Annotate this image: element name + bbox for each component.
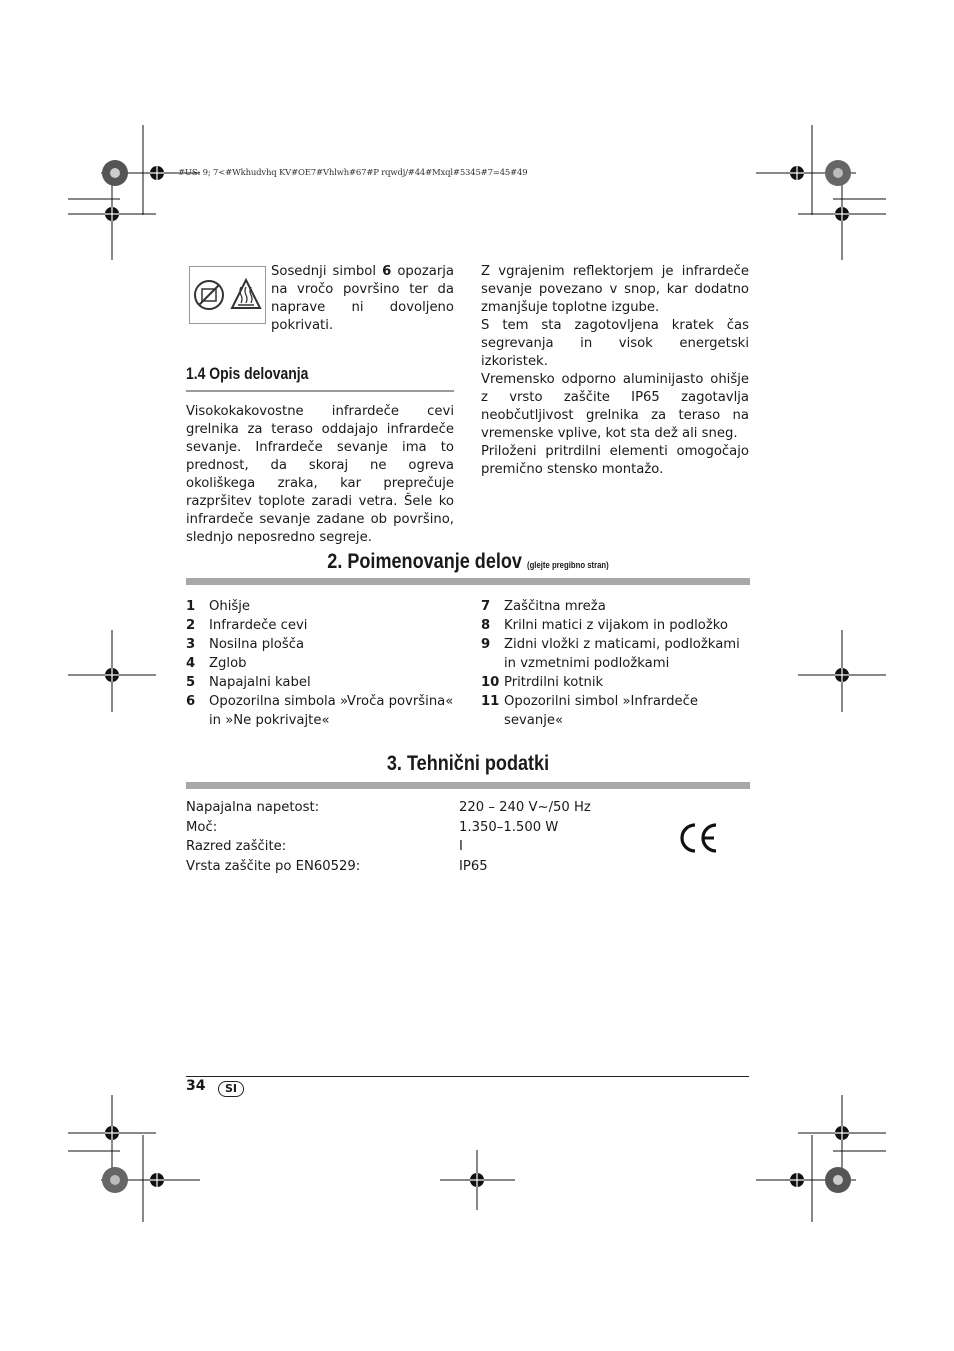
warning-text: Sosednji simbol 6 opozarja na vročo površino ter da naprave ni dovoljeno pokrivati. [271, 264, 454, 333]
list-item: 5 Napajalni kabel [186, 675, 311, 690]
print-job-code: #US: 9; 7<#Wkhudvhq KV#OE7#Vhlwh#67#P rqwdj/#44#Mxql#5345#7=45#49 [178, 168, 528, 178]
list-item: 4 Zglob [186, 656, 247, 671]
section-2-rule [186, 578, 750, 585]
warning-symbols [189, 266, 266, 324]
list-item: 1 Ohišje [186, 599, 251, 614]
right-paragraph: Z vgrajenim reflektorjem je infrardeče sevanje povezano v snop, kar dodatno zmanjšuje toplotne izgube. [481, 264, 749, 315]
section-2-title: 2. Poimenovanje delov [327, 550, 522, 573]
tech-label: Razred zaščite: [186, 839, 287, 854]
section-3-heading: 3. Tehnični podatki [386, 752, 550, 775]
tech-data-values [459, 798, 591, 876]
section-1-4-paragraph: Visokokakovostne infrardeče cevi grelnika za teraso oddajajo infrardeče sevanje. Infrardeče sevanje ima to prednost, da skoraj ne ogreva okoliškega zraka, kar preprečuje razpršitev toplote zaradi vetra. Šele ko infrardeče sevanje zadane ob površino, slednjo neposredno segreje. [186, 404, 454, 545]
list-item: 10 Pritrdilni kotnik [481, 675, 604, 690]
footer-rule [186, 1076, 749, 1077]
list-item: 3 Nosilna plošča [186, 637, 305, 652]
tech-value: 220 – 240 V~/50 Hz [459, 800, 591, 815]
right-column [481, 263, 749, 479]
language-badge: SI [218, 1081, 244, 1097]
list-item: 2 Infrardeče cevi [186, 618, 308, 633]
tech-label: Moč: [186, 819, 218, 835]
ce-mark-icon [675, 822, 719, 854]
parts-list-right [481, 597, 751, 730]
tech-value: I [459, 839, 463, 854]
section-1-4-rule [186, 390, 454, 392]
do-not-cover-icon [190, 267, 265, 323]
tech-value: 1.350–1.500 W [459, 819, 559, 835]
section-3-rule [186, 782, 750, 789]
section-2-note: (glejte pregibno stran) [527, 560, 609, 570]
parts-list-left [186, 597, 456, 730]
list-item: 6 Opozorilna simbola »Vroča površina« in »Ne pokrivajte« [186, 694, 454, 728]
list-item: 7 Zaščitna mreža [481, 599, 606, 614]
right-paragraph: Vremensko odporno aluminijasto ohišje z vrsto zaščite IP65 zagotavlja neobčutljivost grelnika za teraso na vremenske vplive, kot sta dež ali sneg. [481, 372, 749, 441]
list-item: 8 Krilni matici z vijakom in podložko [481, 618, 728, 633]
tech-data-labels [186, 798, 360, 876]
section-2-heading [225, 550, 710, 574]
right-paragraph: Priloženi pritrdilni elementi omogočajo premično stensko montažo. [481, 444, 749, 477]
list-item: 9 Zidni vložki z maticami, podložkami in vzmetnimi podložkami [481, 637, 740, 671]
right-paragraph: S tem sta zagotovljena kratek čas segrevanja in visok energetski izkoristek. [481, 318, 749, 369]
tech-value: IP65 [459, 858, 488, 874]
list-item: 11 Opozorilni simbol »Infrardeče sevanje« [481, 694, 698, 728]
page-number: 34 [186, 1078, 206, 1094]
section-1-4-heading: 1.4 Opis delovanja [186, 364, 309, 383]
tech-label: Vrsta zaščite po EN60529: [186, 858, 361, 874]
tech-label: Napajalna napetost: [186, 800, 320, 815]
